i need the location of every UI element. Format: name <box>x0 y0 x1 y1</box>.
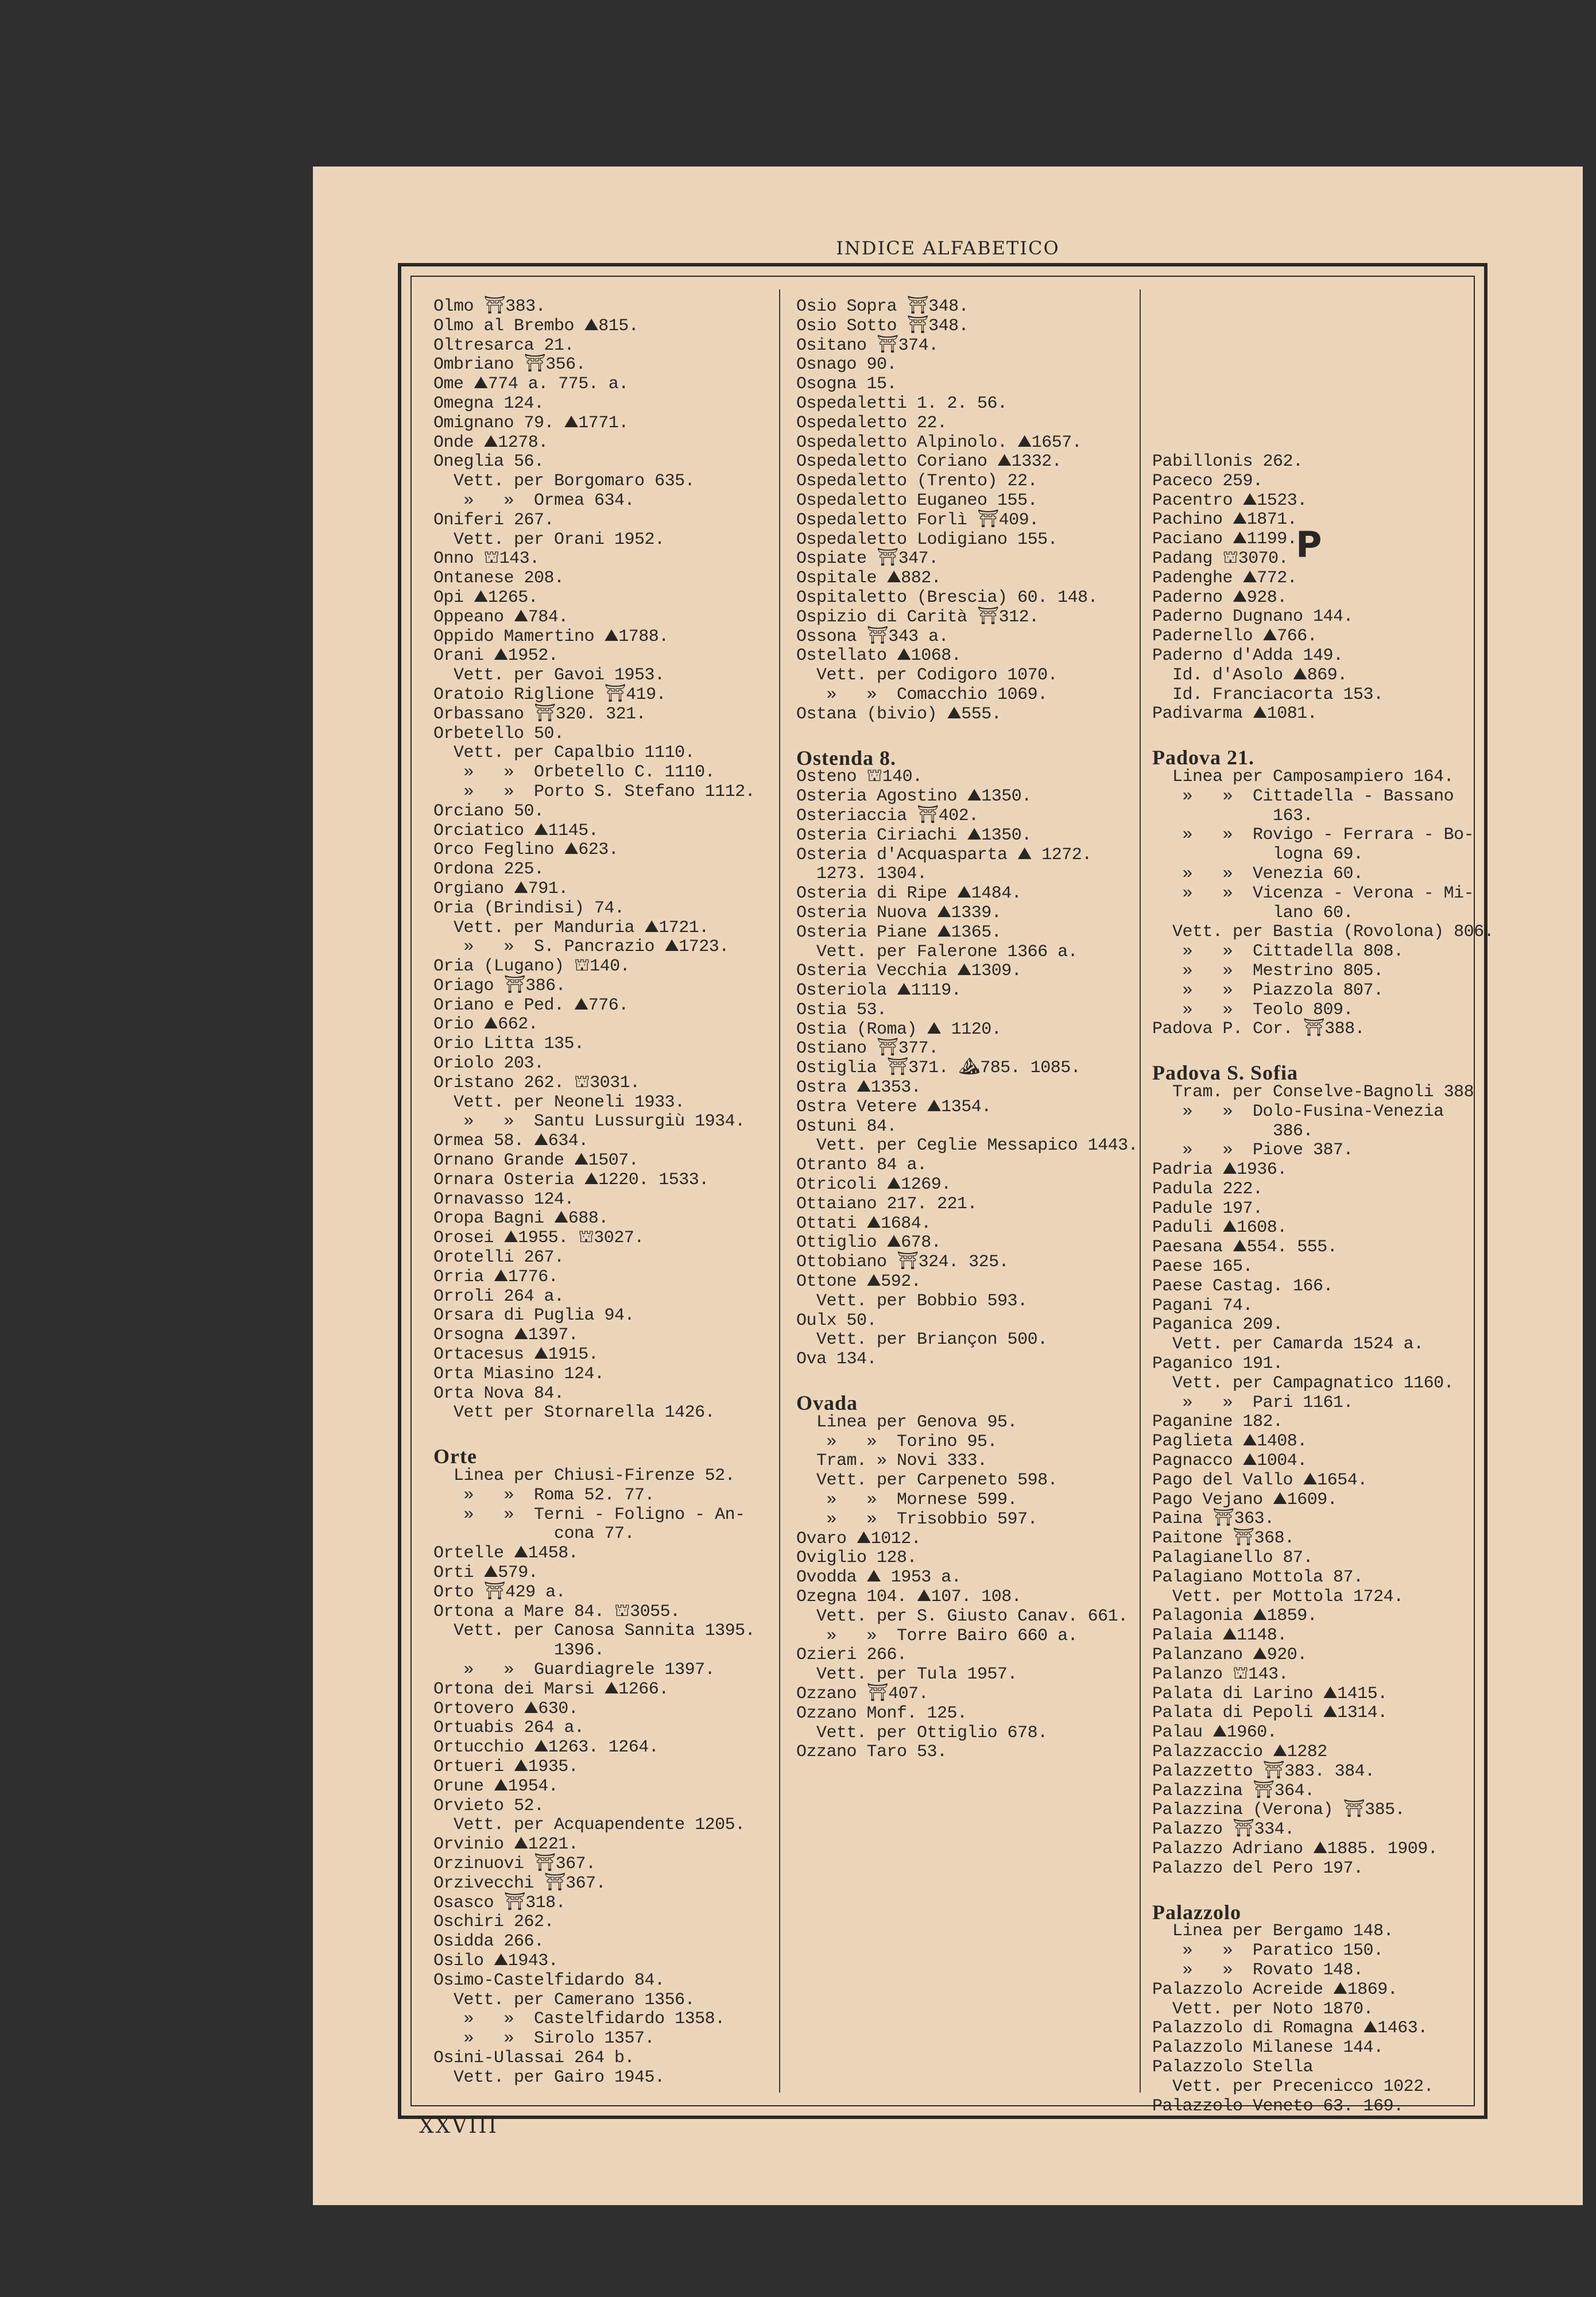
index-entry: Orco Feglino ⛰623. <box>433 840 619 860</box>
index-entry: Omegna 124. <box>433 393 544 413</box>
index-entry: Palagiano Mottola 87. <box>1152 1567 1363 1587</box>
index-entry: Oschiri 262. <box>433 1912 555 1932</box>
index-entry: Ozieri 266. <box>796 1645 907 1665</box>
index-entry: Ospedaletto Coriano ⛰1332. <box>796 452 1062 472</box>
index-entry: Osteria Agostino ⛰1350. <box>796 787 1032 807</box>
index-entry: Ortuabis 264 a. <box>433 1718 584 1738</box>
index-entry: Ostia 53. <box>796 1000 887 1020</box>
entry-spacer <box>1152 724 1491 748</box>
index-entry: Paciano ⛰1199. <box>1152 529 1297 550</box>
index-entry: Palagonia ⛰1859. <box>1152 1606 1318 1626</box>
index-entry: Palau ⛰1960. <box>1152 1723 1277 1743</box>
index-entry: Ortucchio ⛰1263. 1264. <box>433 1738 659 1758</box>
index-entry: Tram. per Conselve-Bagnoli 388 <box>1152 1082 1474 1102</box>
index-entry: Ossona ⛩343 a. <box>796 627 949 647</box>
page-title: INDICE ALFABETICO <box>836 237 1060 259</box>
index-entry: Ospedaletto Forlì ⛩409. <box>796 510 1039 530</box>
index-entry: Vett. per Borgomaro 635. <box>433 471 695 492</box>
index-entry: Padria ⛰1936. <box>1152 1160 1287 1180</box>
entry-spacer <box>1152 1879 1491 1903</box>
entry-spacer <box>796 725 1135 749</box>
index-entry: » » Santu Lussurgiù 1934. <box>433 1112 745 1132</box>
index-entry: Vett. per Briançon 500. <box>796 1330 1048 1350</box>
index-entry: Vett per Stornarella 1426. <box>433 1403 715 1423</box>
index-entry: Osteria Nuova ⛰1339. <box>796 903 1002 923</box>
index-entry: Osteno ⛫140. <box>796 767 923 787</box>
index-entry: Vett. per Gairo 1945. <box>433 2067 665 2087</box>
index-entry: Oviglio 128. <box>796 1548 917 1568</box>
index-entry: Oria (Lugano) ⛫140. <box>433 957 630 977</box>
index-entry: Palazzolo Veneto 63. 169. <box>1152 2096 1404 2116</box>
index-entry: Ornara Osteria ⛰1220. 1533. <box>433 1170 709 1190</box>
index-entry: Onde ⛰1278. <box>433 432 548 453</box>
index-entry: Orciano 50. <box>433 801 544 821</box>
index-entry: Palata di Pepoli ⛰1314. <box>1152 1703 1388 1723</box>
index-entry: Orzivecchi ⛩367. <box>433 1873 606 1893</box>
index-entry: Ostra ⛰1353. <box>796 1078 921 1098</box>
index-entry: Palazzolo di Romagna ⛰1463. <box>1152 2018 1428 2039</box>
index-entry: Ome ⛰774 a. 775. a. <box>433 374 629 395</box>
index-entry: Vett. per Ceglie Messapico 1443. <box>796 1136 1138 1156</box>
index-entry: Otranto 84 a. <box>796 1155 927 1175</box>
index-entry: Palazzo ⛩334. <box>1152 1820 1295 1840</box>
index-heading: Orte <box>433 1445 477 1468</box>
index-entry: Padula 222. <box>1152 1179 1263 1199</box>
index-entry: Otricoli ⛰1269. <box>796 1175 951 1195</box>
index-entry: Ostellato ⛰1068. <box>796 646 962 666</box>
index-entry: Ottobiano ⛩324. 325. <box>796 1252 1009 1273</box>
index-entry: Osini-Ulassai 264 b. <box>433 2048 635 2068</box>
index-entry: Ostuni 84. <box>796 1116 897 1136</box>
index-entry: cona 77. <box>433 1524 635 1544</box>
entry-spacer <box>1152 1039 1491 1064</box>
index-entry: Paderno d'Adda 149. <box>1152 645 1343 666</box>
index-entry: Oniferi 267. <box>433 510 555 530</box>
index-entry: » » Vicenza - Verona - Mi- <box>1152 883 1474 903</box>
column-divider <box>1140 289 1141 2093</box>
index-entry: Padang ⛫3070. <box>1152 548 1289 569</box>
index-entry: Vett. per Precenicco 1022. <box>1152 2076 1434 2097</box>
index-entry: Osogna 15. <box>796 374 897 395</box>
index-entry: Palaia ⛰1148. <box>1152 1626 1287 1646</box>
index-entry: Ostra Vetere ⛰1354. <box>796 1097 991 1117</box>
index-entry: Palata di Larino ⛰1415. <box>1152 1684 1388 1704</box>
index-entry: Ospitaletto (Brescia) 60. 148. <box>796 587 1098 608</box>
index-entry: Ova 134. <box>796 1349 877 1370</box>
index-entry: Linea per Genova 95. <box>796 1412 1018 1432</box>
index-entry: Ottiglio ⛰678. <box>796 1233 942 1253</box>
index-entry: Olmo ⛩383. <box>433 297 546 316</box>
index-entry: Palanzano ⛰920. <box>1152 1645 1307 1665</box>
page-number: XXVIII <box>419 2114 498 2138</box>
index-entry: Opi ⛰1265. <box>433 587 539 608</box>
index-entry: Id. Franciacorta 153. <box>1152 685 1384 705</box>
index-entry: Vett. per Ottiglio 678. <box>796 1723 1048 1743</box>
column-divider <box>779 289 780 2093</box>
index-entry: Palazzolo Acreide ⛰1869. <box>1152 1979 1398 2000</box>
index-entry: Orgiano ⛰791. <box>433 879 568 899</box>
index-entry: Ottaiano 217. 221. <box>796 1194 978 1214</box>
index-entry: Orio Litta 135. <box>433 1034 584 1054</box>
index-entry: Olmo al Brembo ⛰815. <box>433 316 639 336</box>
index-entry: Orbetello 50. <box>433 724 564 744</box>
index-entry: Palazzina ⛩364. <box>1152 1781 1315 1801</box>
index-entry: Ospiate ⛩347. <box>796 549 939 569</box>
index-entry: Palazzolo Stella <box>1152 2057 1314 2077</box>
index-entry: Ozzano Monf. 125. <box>796 1703 967 1723</box>
index-column-1 <box>433 297 772 2088</box>
index-entry: Ormea 58. ⛰634. <box>433 1131 588 1151</box>
index-entry: Orti ⛰579. <box>433 1563 539 1583</box>
index-entry: Ortelle ⛰1458. <box>433 1544 579 1564</box>
index-entry: Ornavasso 124. <box>433 1189 575 1209</box>
index-entry: Vett. per Falerone 1366 a. <box>796 942 1078 962</box>
index-entry: Ovaro ⛰1012. <box>796 1529 921 1549</box>
index-entry: Tram. » Novi 333. <box>796 1451 987 1471</box>
index-entry: Ozegna 104. ⛰107. 108. <box>796 1587 1022 1607</box>
index-entry: Orta Miasino 124. <box>433 1364 605 1384</box>
index-entry: Paina ⛩363. <box>1152 1509 1275 1529</box>
index-entry: » » Pari 1161. <box>1152 1393 1354 1413</box>
index-entry: Padenghe ⛰772. <box>1152 568 1297 588</box>
index-entry: » » Comacchio 1069. <box>796 685 1048 705</box>
index-entry: Ospedaletto (Trento) 22. <box>796 471 1038 492</box>
index-entry: Vett. per Orani 1952. <box>433 529 665 550</box>
index-entry: Paceco 259. <box>1152 471 1263 491</box>
index-entry: Padivarma ⛰1081. <box>1152 704 1318 724</box>
index-entry: Vett. per Noto 1870. <box>1152 1999 1374 2019</box>
index-entry: » » Cittadella 808. <box>1152 942 1404 962</box>
index-entry: » » Torre Bairo 660 a. <box>796 1626 1078 1646</box>
index-entry: Osteria Ciriachi ⛰1350. <box>796 825 1032 845</box>
index-entry: Oriano e Ped. ⛰776. <box>433 995 629 1015</box>
index-entry: Paderno Dugnano 144. <box>1152 607 1354 627</box>
index-entry: Paesana ⛰554. 555. <box>1152 1238 1338 1258</box>
index-entry: Pachino ⛰1871. <box>1152 510 1297 530</box>
index-entry: Orani ⛰1952. <box>433 646 559 666</box>
index-entry: Palazzolo Milanese 144. <box>1152 2038 1384 2058</box>
index-entry: Linea per Bergamo 148. <box>1152 1921 1394 1942</box>
index-entry: Osimo-Castelfidardo 84. <box>433 1970 665 1990</box>
index-entry: Vett. per Camarda 1524 a. <box>1152 1335 1424 1355</box>
index-entry: Orosei ⛰1955. ⛫3027. <box>433 1228 644 1248</box>
index-entry: Orroli 264 a. <box>433 1286 564 1306</box>
index-entry: Orsogna ⛰1397. <box>433 1325 579 1345</box>
index-entry: Ospizio di Carità ⛩312. <box>796 607 1039 627</box>
index-entry: Ospedaletto 22. <box>796 413 947 433</box>
index-entry: Osteria d'Acquasparta ⛰ 1272. <box>796 845 1092 865</box>
index-entry: Padule 197. <box>1152 1198 1263 1219</box>
index-entry: Vett. per Bastia (Rovolona) 806. <box>1152 922 1494 942</box>
index-entry: » » S. Pancrazio ⛰1723. <box>433 937 729 957</box>
index-entry: Orbassano ⛩320. 321. <box>433 704 646 724</box>
index-entry: Ospedaletti 1. 2. 56. <box>796 393 1008 413</box>
index-entry: Orotelli 267. <box>433 1248 564 1268</box>
index-entry: Vett. per Tula 1957. <box>796 1665 1018 1685</box>
index-entry: Ostana (bivio) ⛰555. <box>796 704 1002 724</box>
index-entry: Vett. per Campagnatico 1160. <box>1152 1373 1454 1393</box>
index-entry: Ostia (Roma) ⛰ 1120. <box>796 1019 1002 1039</box>
index-entry: Vett. per Manduria ⛰1721. <box>433 918 709 938</box>
index-heading: Palazzolo <box>1152 1900 1241 1924</box>
index-entry: » » Paratico 150. <box>1152 1941 1384 1961</box>
index-entry: Pagani 74. <box>1152 1296 1253 1316</box>
index-entry: Osteriaccia ⛩402. <box>796 806 979 826</box>
index-entry: Palanzo ⛫143. <box>1152 1664 1289 1684</box>
section-letter: P <box>1296 524 1322 566</box>
index-entry: Pabillonis 262. <box>1152 452 1303 471</box>
index-entry: Osilo ⛰1943. <box>433 1951 559 1971</box>
index-entry: logna 69. <box>1152 845 1363 865</box>
index-entry: 386. <box>1152 1121 1314 1141</box>
index-column-2 <box>796 297 1138 1762</box>
index-entry: Orune ⛰1954. <box>433 1776 559 1796</box>
entry-spacer <box>796 1370 1135 1394</box>
index-entry: Osio Sopra ⛩348. <box>796 297 969 316</box>
index-entry: Paduli ⛰1608. <box>1152 1218 1287 1238</box>
index-entry: Ozzano ⛩407. <box>796 1684 929 1704</box>
index-entry: Ospedaletto Alpinolo. ⛰1657. <box>796 432 1082 453</box>
index-entry: Ortacesus ⛰1915. <box>433 1345 599 1365</box>
index-entry: » » Orbetello C. 1110. <box>433 763 715 783</box>
index-entry: Orciatico ⛰1145. <box>433 821 599 841</box>
index-entry: Ombriano ⛩356. <box>433 355 586 375</box>
index-entry: Paglieta ⛰1408. <box>1152 1432 1307 1452</box>
index-entry: » » Rovigo - Ferrara - Bo- <box>1152 825 1474 845</box>
index-entry: Paganine 182. <box>1152 1412 1283 1432</box>
index-entry: » » Mestrino 805. <box>1152 961 1384 981</box>
index-entry: Osteria di Ripe ⛰1484. <box>796 884 1022 904</box>
index-entry: Ottati ⛰1684. <box>796 1213 931 1233</box>
index-entry: Osasco ⛩318. <box>433 1893 566 1913</box>
index-entry: Orvieto 52. <box>433 1796 544 1816</box>
index-entry: Linea per Camposampiero 164. <box>1152 767 1454 787</box>
index-entry: Vett. per Gavoi 1953. <box>433 666 665 686</box>
index-entry: Osteriola ⛰1119. <box>796 981 962 1001</box>
index-entry: » » Trisobbio 597. <box>796 1509 1038 1529</box>
index-entry: Vett. per Acquapendente 1205. <box>433 1815 745 1835</box>
index-entry: Ottone ⛰592. <box>796 1272 921 1292</box>
index-entry: 163. <box>1152 806 1314 826</box>
index-entry: Ospedaletto Lodigiano 155. <box>796 529 1058 550</box>
index-entry: Pagnacco ⛰1004. <box>1152 1451 1307 1471</box>
index-entry: » » Mornese 599. <box>796 1490 1018 1510</box>
index-entry: » » Porto S. Stefano 1112. <box>433 782 756 802</box>
index-heading: Ostenda 8. <box>796 746 897 769</box>
index-entry: » » Piove 387. <box>1152 1140 1354 1161</box>
index-entry: Oppeano ⛰784. <box>433 607 568 627</box>
index-entry: Paitone ⛩368. <box>1152 1529 1295 1549</box>
index-entry: Vett. per Capalbio 1110. <box>433 743 695 763</box>
index-entry: Pago Vejano ⛰1609. <box>1152 1490 1338 1510</box>
index-entry: Palazzo Adriano ⛰1885. 1909. <box>1152 1839 1438 1859</box>
index-entry: Padernello ⛰766. <box>1152 627 1318 647</box>
index-entry: Ortueri ⛰1935. <box>433 1757 579 1777</box>
index-entry: Id. d'Asolo ⛰869. <box>1152 665 1347 685</box>
index-entry: Vett. per Camerano 1356. <box>433 1990 695 2010</box>
index-entry: Palagianello 87. <box>1152 1548 1314 1568</box>
index-entry: Palazzaccio ⛰1282 <box>1152 1742 1327 1762</box>
index-entry: Oneglia 56. <box>433 452 544 472</box>
index-entry: » » Dolo-Fusina-Venezia <box>1152 1101 1444 1122</box>
index-entry: Oria (Brindisi) 74. <box>433 898 625 918</box>
index-entry: Osio Sotto ⛩348. <box>796 316 969 336</box>
index-entry: » » Sirolo 1357. <box>433 2029 655 2049</box>
index-entry: Ostiano ⛩377. <box>796 1039 939 1059</box>
index-entry: Onno ⛫143. <box>433 549 540 569</box>
index-frame <box>398 263 1494 2119</box>
index-entry: Pago del Vallo ⛰1654. <box>1152 1470 1368 1490</box>
index-entry: Ortona dei Marsi ⛰1266. <box>433 1679 669 1699</box>
index-entry: Osnago 90. <box>796 355 897 375</box>
entry-spacer <box>433 1423 772 1447</box>
index-entry: Paderno ⛰928. <box>1152 587 1287 608</box>
index-entry: » » Cittadella - Bassano <box>1152 786 1454 806</box>
index-entry: » » Roma 52. 77. <box>433 1485 655 1505</box>
index-frame-inner <box>410 276 1494 2116</box>
index-entry: Ovodda ⛰ 1953 a. <box>796 1568 962 1588</box>
index-entry: » » Venezia 60. <box>1152 864 1363 884</box>
index-entry: » » Piazzola 807. <box>1152 980 1384 1000</box>
index-entry: Palazzina (Verona) ⛩385. <box>1152 1800 1405 1820</box>
index-heading: Padova 21. <box>1152 746 1255 769</box>
index-entry: Orta Nova 84. <box>433 1383 564 1403</box>
index-entry: » » Castelfidardo 1358. <box>433 2009 725 2029</box>
index-entry: Orto ⛩429 a. <box>433 1582 566 1602</box>
index-entry: Palazzo del Pero 197. <box>1152 1858 1363 1878</box>
index-heading: Ovada <box>796 1391 858 1415</box>
index-entry: Oratoio Riglione ⛩419. <box>433 685 667 705</box>
index-entry: 1396. <box>433 1641 605 1661</box>
index-entry: Paese 165. <box>1152 1257 1253 1277</box>
index-entry: Ospedaletto Euganeo 155. <box>796 490 1038 511</box>
index-entry: Pacentro ⛰1523. <box>1152 490 1307 511</box>
index-entry: Ozzano Taro 53. <box>796 1742 947 1762</box>
index-entry: Vett. per S. Giusto Canav. 661. <box>796 1606 1128 1626</box>
index-entry: Oppido Mamertino ⛰1788. <box>433 627 669 647</box>
index-entry: Palazzetto ⛩383. 384. <box>1152 1761 1375 1781</box>
index-entry: Oriago ⛩386. <box>433 976 566 996</box>
index-entry: Orio ⛰662. <box>433 1015 539 1035</box>
index-entry: Oriolo 203. <box>433 1054 544 1074</box>
index-entry: Vett. per Bobbio 593. <box>796 1291 1028 1311</box>
index-entry: Osteria Vecchia ⛰1309. <box>796 961 1022 981</box>
index-entry: Vett. per Carpeneto 598. <box>796 1471 1058 1491</box>
index-entry: Oropa Bagni ⛰688. <box>433 1209 609 1229</box>
index-entry: » » Terni - Foligno - An- <box>433 1505 745 1525</box>
index-entry: » » Guardiagrele 1397. <box>433 1660 715 1680</box>
index-column-3 <box>1152 452 1494 2116</box>
index-entry: Orzinuovi ⛩367. <box>433 1854 596 1874</box>
index-entry: Vett. per Canosa Sannita 1395. <box>433 1621 756 1641</box>
index-entry: Vett. per Mottola 1724. <box>1152 1587 1404 1607</box>
index-entry: Orria ⛰1776. <box>433 1267 559 1287</box>
index-entry: 1273. 1304. <box>796 864 927 884</box>
index-entry: Oulx 50. <box>796 1310 877 1331</box>
index-entry: Ortona a Mare 84. ⛫3055. <box>433 1602 680 1622</box>
index-entry: Vett. per Neoneli 1933. <box>433 1092 685 1112</box>
index-entry: lano 60. <box>1152 903 1354 923</box>
index-entry: » » Teolo 809. <box>1152 1000 1354 1020</box>
index-entry: Orsara di Puglia 94. <box>433 1306 635 1326</box>
index-entry: Osteria Piane ⛰1365. <box>796 922 1002 942</box>
index-entry: Paganica 209. <box>1152 1315 1283 1335</box>
index-entry: » » Ormea 634. <box>433 490 635 511</box>
index-entry: Ortovero ⛰630. <box>433 1699 579 1719</box>
index-entry: Omignano 79. ⛰1771. <box>433 413 629 433</box>
index-heading: Padova S. Sofia <box>1152 1061 1299 1085</box>
index-entry: Padova P. Cor. ⛩388. <box>1152 1019 1365 1039</box>
index-entry: Ostiglia ⛩371. ⛰785. 1085. <box>796 1058 1081 1078</box>
index-entry: Paganico 191. <box>1152 1354 1283 1374</box>
index-entry: Oltresarca 21. <box>433 335 575 355</box>
book-page <box>313 167 1583 2205</box>
index-entry: Paese Castag. 166. <box>1152 1276 1334 1296</box>
index-entry: » » Torino 95. <box>796 1432 998 1452</box>
index-entry: Orvinio ⛰1221. <box>433 1835 579 1855</box>
index-entry: » » Rovato 148. <box>1152 1960 1363 1980</box>
index-entry: Ontanese 208. <box>433 569 564 589</box>
index-entry: Ornano Grande ⛰1507. <box>433 1151 639 1171</box>
index-entry: Osidda 266. <box>433 1932 544 1952</box>
index-entry: Ositano ⛩374. <box>796 335 939 355</box>
index-entry: Vett. per Codigoro 1070. <box>796 666 1058 686</box>
index-entry: Linea per Chiusi-Firenze 52. <box>433 1466 735 1486</box>
index-entry: Ospitale ⛰882. <box>796 569 942 589</box>
index-entry: Oristano 262. ⛫3031. <box>433 1073 640 1093</box>
index-entry: Ordona 225. <box>433 860 544 880</box>
